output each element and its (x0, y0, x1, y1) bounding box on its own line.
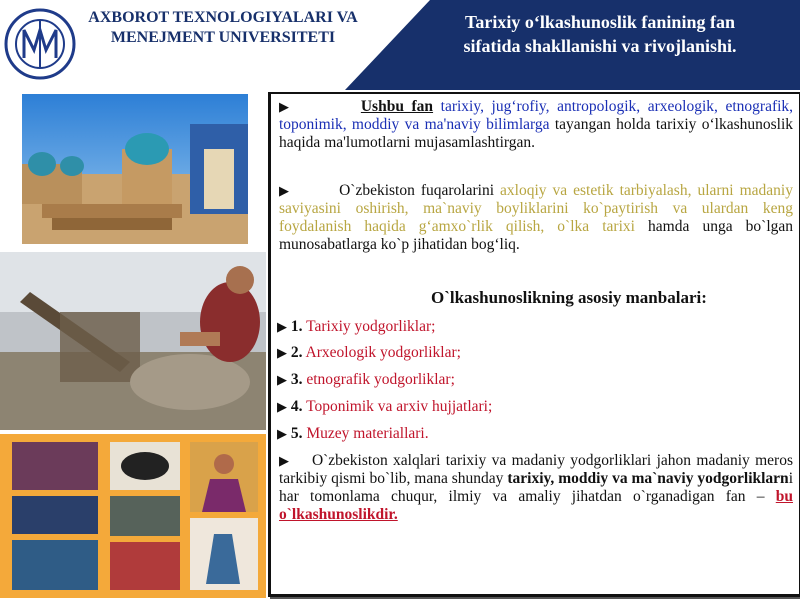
source-number: 2. (290, 344, 303, 361)
p2-lead: O`zbekiston fuqarolarini (339, 182, 495, 199)
source-text: etnografik yodgorliklar; (306, 371, 455, 388)
university-name (78, 8, 368, 48)
p1-lead: Ushbu fan (360, 98, 434, 115)
photo-craftsman (0, 252, 266, 430)
photo-crafts-collage (0, 434, 266, 598)
source-text: Arxeologik yodgorliklar; (305, 344, 461, 361)
p1-blue-text: tarixiy, jug‘rofiy, antropologik, arxeologik, etnografik, toponimik, moddiy va ma'naviy bilimlarga (279, 98, 794, 133)
bullet-arrow-icon: ▶ (279, 183, 292, 198)
source-text: Muzey materiallari. (306, 425, 429, 442)
bullet-arrow-icon: ▶ (277, 345, 287, 360)
paragraph-2 (279, 182, 793, 254)
slide-title (410, 10, 790, 58)
p1-rest-text: tayangan holda tarixiy o‘lkashunoslik haqida ma'lumotlarni mujasamlashtirgan. (279, 116, 793, 151)
source-item-5 (277, 425, 429, 443)
slide-title-line2: sifatida shakllanishi va rivojlanishi. (463, 36, 737, 56)
source-number: 4. (290, 398, 303, 415)
source-item-1 (277, 318, 435, 336)
slide-title-line1: Tarixiy o‘lkashunoslik fanining fan (465, 12, 735, 32)
bullet-arrow-icon: ▶ (277, 319, 287, 334)
university-logo-icon (4, 2, 76, 86)
source-item-3 (277, 371, 455, 389)
content-panel (268, 92, 800, 597)
source-text: Tarixiy yodgorliklar; (306, 318, 436, 335)
sources-heading: O`lkashunoslikning asosiy manbalari: (431, 288, 707, 307)
paragraph-3 (279, 452, 793, 524)
source-number: 3. (290, 371, 303, 388)
source-text: Toponimik va arxiv hujjatlari; (306, 398, 493, 415)
bullet-arrow-icon: ▶ (279, 99, 293, 114)
bullet-arrow-icon: ▶ (277, 399, 287, 414)
source-number: 5. (290, 425, 303, 442)
p3-mid-text: i har tomonlama chuqur, ilmiy va amaliy jihatdan o`rganadigan fan – (279, 470, 793, 505)
university-name-line2: MENEJMENT UNIVERSITETI (110, 29, 336, 46)
source-number: 1. (290, 318, 303, 335)
p3-bold-text: tarixiy, moddiy va ma`naviy yodgorliklarn (507, 470, 789, 487)
paragraph-1 (279, 98, 793, 152)
source-item-2 (277, 344, 461, 362)
bullet-arrow-icon: ▶ (279, 453, 291, 468)
photo-architecture (22, 94, 248, 244)
bullet-arrow-icon: ▶ (277, 426, 287, 441)
p3-conclusion: bu o`lkashunoslikdir. (279, 488, 793, 523)
p3-lead: O`zbekiston xalqlari tarixiy va madaniy yodgorliklari jahon madaniy meros tarkibiy qismi bo`lib, mana shunday (279, 452, 793, 487)
header (0, 0, 800, 90)
university-name-line1: AXBOROT TEXNOLOGIYALARI VA (88, 9, 358, 26)
source-item-4 (277, 398, 492, 416)
photo-column (0, 92, 268, 600)
bullet-arrow-icon: ▶ (277, 372, 287, 387)
p2-highlight-text: axloqiy va estetik tarbiyalash, ularni madaniy saviyasini oshirish, ma`naviy boyliklarini ko`paytirish va ulardan keng foydalanish haqida g‘amxo`rlik qilish, o`lka tarixi (279, 182, 793, 235)
p2-rest-text: hamda unga bo`lgan munosabatlarga ko`p jihatidan bog‘liq. (279, 218, 793, 253)
